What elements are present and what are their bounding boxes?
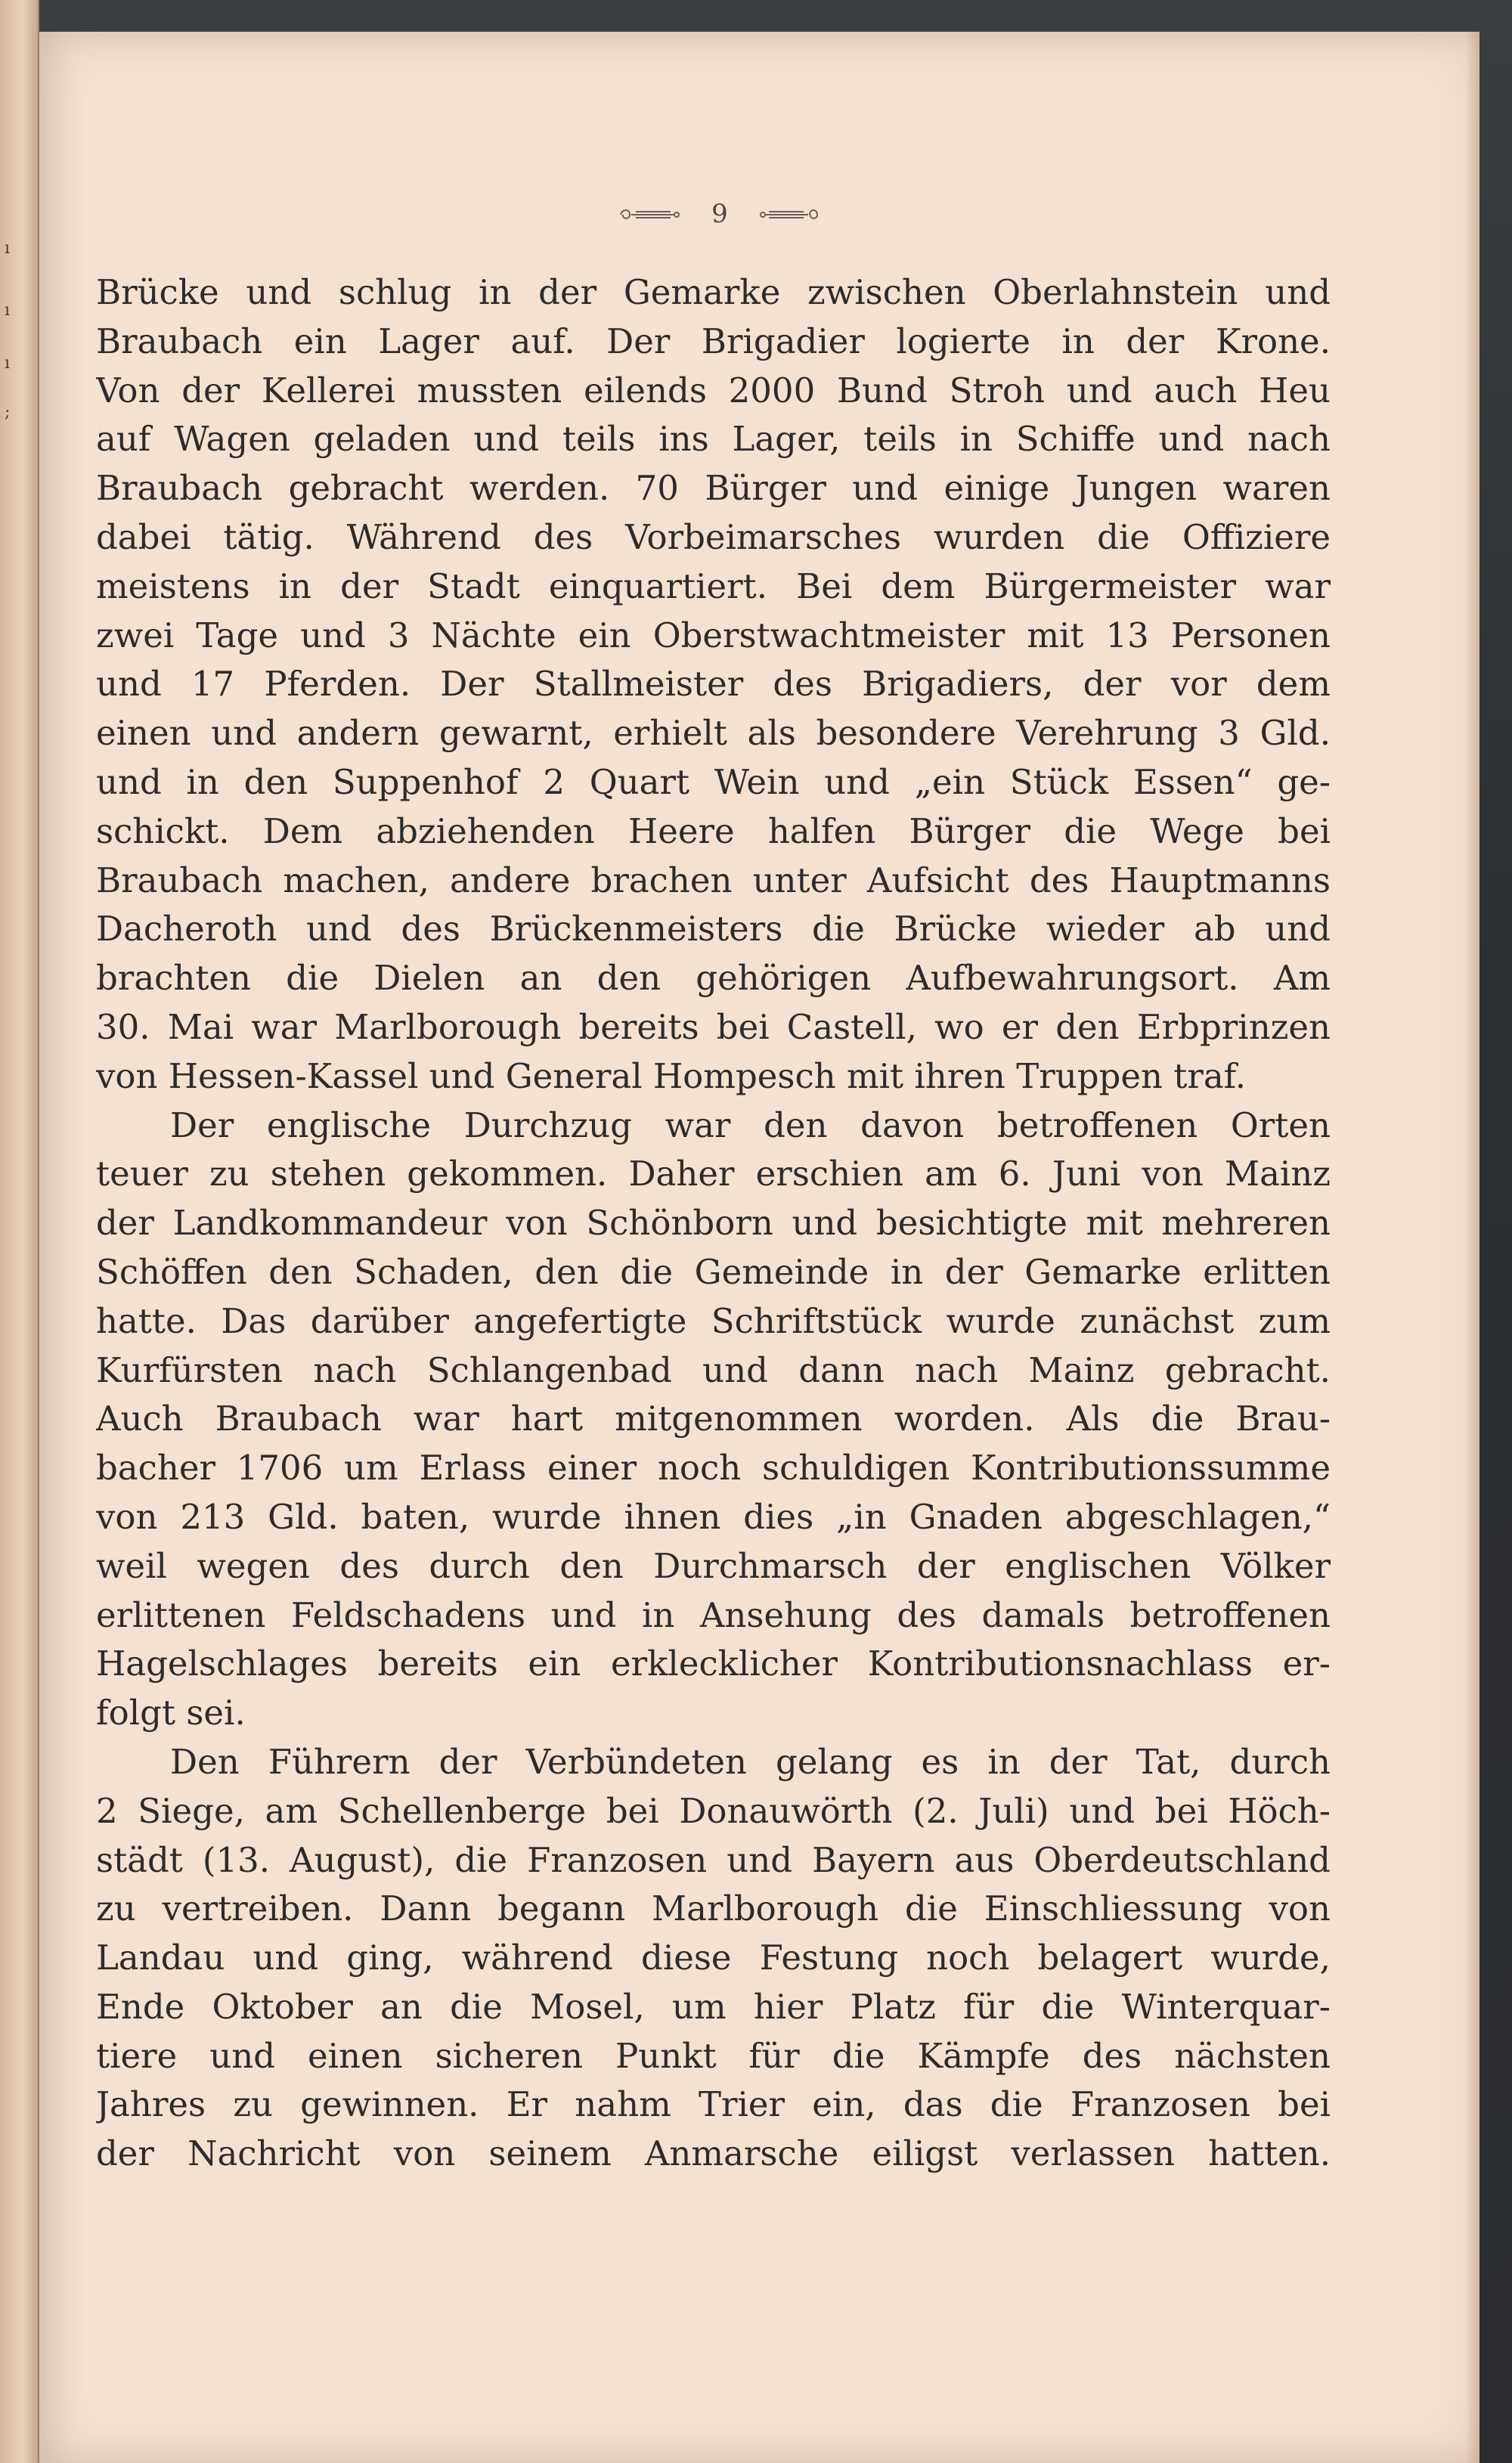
body-text [96, 268, 1331, 2179]
text-line: 2 Siege, am Schellenberge bei Donauwörth (2. Juli) und bei Höch- [96, 1790, 1331, 1831]
page-number: 9 [711, 199, 728, 229]
text-line: Brücke und schlug in der Gemarke zwischen Oberlahnstein und [96, 272, 1331, 312]
text-line: von Hessen-Kassel und General Hompesch mit ihren Truppen traf. [96, 1055, 1247, 1096]
text-line: städt (13. August), die Franzosen und Bayern aus Oberdeutschland [96, 1839, 1331, 1880]
fragment-mark: ı [5, 239, 11, 258]
text-line: Braubach gebracht werden. 70 Bürger und einige Jungen waren [96, 468, 1331, 509]
text-line: folgt sei. [96, 1693, 246, 1733]
text-line: zu vertreiben. Dann begann Marlborough die Einschliessung von [96, 1888, 1331, 1929]
text-line: der Nachricht von seinem Anmarsche eiligst verlassen hatten. [96, 2133, 1331, 2174]
fragment-mark: ı [5, 354, 11, 373]
text-line: Den Führern der Verbündeten gelang es in der Tat, durch [170, 1741, 1331, 1782]
text-line: von 213 Gld. baten, wurde ihnen dies „in Gnaden abgeschlagen,“ [96, 1496, 1331, 1537]
text-line: weil wegen des durch den Durchmarsch der englischen Völker [96, 1545, 1331, 1586]
text-line: auf Wagen geladen und teils ins Lager, teils in Schiffe und nach [96, 419, 1331, 460]
text-line: brachten die Dielen an den gehörigen Aufbewahrungsort. Am [96, 958, 1331, 999]
text-line: Jahres zu gewinnen. Er nahm Trier ein, das die Franzosen bei [96, 2084, 1331, 2125]
page-header [572, 195, 867, 233]
text-line: Dacheroth und des Brückenmeisters die Brücke wieder ab und [96, 909, 1331, 950]
text-line: Der englische Durchzug war den davon betroffenen Orten [170, 1104, 1331, 1145]
text-line: teuer zu stehen gekommen. Daher erschien am 6. Juni von Mainz [96, 1154, 1331, 1194]
text-line: Schöffen den Schaden, den die Gemeinde in der Gemarke erlitten [96, 1251, 1331, 1292]
text-line: erlittenen Feldschadens und in Ansehung des damals betroffenen [96, 1594, 1331, 1635]
decorative-scroll-ornament-icon [757, 206, 825, 222]
text-line: einen und andern gewarnt, erhielt als besondere Verehrung 3 Gld. [96, 713, 1331, 754]
text-line: schickt. Dem abziehenden Heere halfen Bürger die Wege bei [96, 810, 1331, 851]
text-line: der Landkommandeur von Schönborn und besichtigte mit mehreren [96, 1203, 1331, 1244]
text-line: Landau und ging, während diese Festung noch belagert wurde, [96, 1938, 1331, 1978]
fragment-mark: ; [5, 403, 11, 422]
text-line: meistens in der Stadt einquartiert. Bei dem Bürgermeister war [96, 565, 1331, 606]
text-line: bacher 1706 um Erlass einer noch schuldigen Kontributionssumme [96, 1448, 1331, 1489]
text-line: und 17 Pferden. Der Stallmeister des Brigadiers, der vor dem [96, 664, 1331, 705]
text-line: zwei Tage und 3 Nächte ein Oberstwachtmeister mit 13 Personen [96, 615, 1331, 655]
text-line: tiere und einen sicheren Punkt für die Kämpfe des nächsten [96, 2035, 1331, 2076]
text-line: hatte. Das darüber angefertigte Schriftstück wurde zunächst zum [96, 1300, 1331, 1341]
text-line: dabei tätig. Während des Vorbeimarsches wurden die Offiziere [96, 516, 1331, 557]
text-line: und in den Suppenhof 2 Quart Wein und „ein Stück Essen“ ge- [96, 761, 1331, 802]
text-line: Hagelschlages bereits ein erklecklicher Kontributionsnachlass er- [96, 1644, 1331, 1684]
text-line: Kurfürsten nach Schlangenbad und dann nach Mainz gebracht. [96, 1349, 1331, 1390]
text-line: Braubach ein Lager auf. Der Brigadier logierte in der Krone. [96, 321, 1331, 361]
text-line: Auch Braubach war hart mitgenommen worden. Als die Brau- [96, 1399, 1331, 1439]
text-line: Ende Oktober an die Mosel, um hier Platz für die Winterquar- [96, 1986, 1331, 2027]
book-page [39, 32, 1479, 2463]
previous-page-text-fragments [0, 0, 38, 2463]
decorative-scroll-ornament-icon [615, 206, 683, 222]
fragment-mark: ı [5, 301, 11, 320]
text-line: Braubach machen, andere brachen unter Aufsicht des Hauptmanns [96, 860, 1331, 900]
text-line: Von der Kellerei mussten eilends 2000 Bund Stroh und auch Heu [96, 370, 1331, 410]
text-line: 30. Mai war Marlborough bereits bei Castell, wo er den Erbprinzen [96, 1006, 1331, 1047]
